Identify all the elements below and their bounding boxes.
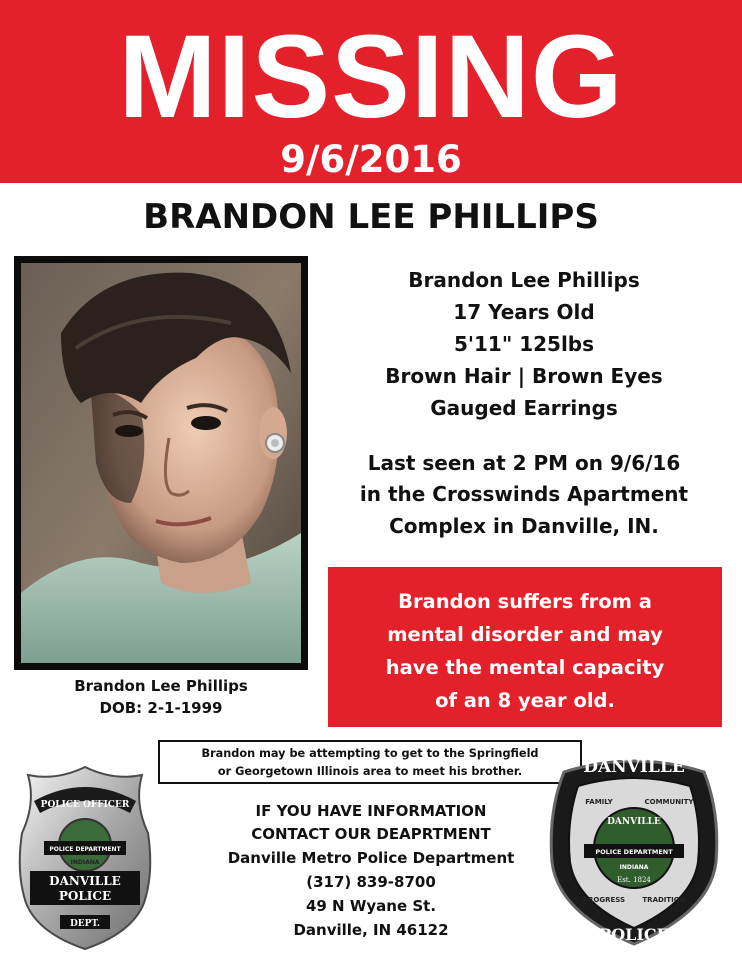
description-line: Brandon Lee Phillips xyxy=(408,268,640,292)
police-badge-icon xyxy=(14,763,156,953)
patch-arc-left: FAMILY xyxy=(585,798,613,806)
badge-city-text: DANVILLE xyxy=(49,874,121,888)
photo-frame xyxy=(14,256,308,670)
patch-inner-city: DANVILLE xyxy=(607,817,661,827)
person-name-heading: BRANDON LEE PHILLIPS xyxy=(143,197,599,237)
patch-top-text: DANVILLE xyxy=(583,757,685,777)
patch-established: Est. 1824 xyxy=(617,876,651,884)
warning-line: Brandon suffers from a xyxy=(398,590,652,613)
warning-line: mental disorder and may xyxy=(387,623,663,646)
last-seen-line: in the Crosswinds Apartment xyxy=(359,482,689,506)
badge-dept-text: DEPT. xyxy=(69,919,101,929)
description-line: Brown Hair | Brown Eyes xyxy=(385,364,663,388)
contact-line: Danville, IN 46122 xyxy=(293,921,449,939)
description-line: Gauged Earrings xyxy=(430,396,618,420)
patch-arc-bottom-right: TRADITION xyxy=(642,896,686,904)
missing-date: 9/6/2016 xyxy=(280,138,462,181)
photo-caption-dob: DOB: 2-1-1999 xyxy=(99,699,223,717)
missing-title: MISSING xyxy=(118,11,624,143)
patch-arc-right: COMMUNITY xyxy=(644,798,694,806)
contact-line: (317) 839-8700 xyxy=(306,873,436,891)
missing-person-photo xyxy=(21,263,301,663)
photo-caption-name: Brandon Lee Phillips xyxy=(74,677,248,695)
contact-line: 49 N Wyane St. xyxy=(305,897,437,915)
note-line: Brandon may be attempting to get to the Springfield xyxy=(201,747,539,760)
warning-line: have the mental capacity xyxy=(385,656,665,679)
note-line: or Georgetown Illinois area to meet his brother. xyxy=(217,765,523,778)
badge-ribbon-text: POLICE DEPARTMENT xyxy=(49,846,121,853)
patch-state-text: INDIANA xyxy=(619,864,649,871)
police-patch-icon xyxy=(544,752,724,948)
contact-line: CONTACT OUR DEAPRTMENT xyxy=(251,825,491,843)
badge-police-text: POLICE xyxy=(58,889,112,903)
warning-line: of an 8 year old. xyxy=(435,689,615,712)
badge-top-text: POLICE OFFICER xyxy=(40,800,130,810)
contact-line: IF YOU HAVE INFORMATION xyxy=(255,802,487,820)
last-seen-line: Last seen at 2 PM on 9/6/16 xyxy=(367,451,681,475)
description-line: 5'11" 125lbs xyxy=(453,332,595,356)
description-line: 17 Years Old xyxy=(453,300,595,324)
warning-box xyxy=(328,567,722,727)
patch-ribbon-text: POLICE DEPARTMENT xyxy=(595,848,673,856)
patch-bottom-text: POLICE xyxy=(599,925,669,944)
badge-state-text: INDIANA xyxy=(70,859,100,866)
patch-arc-bottom-left: PROGRESS xyxy=(582,896,626,904)
contact-line: Danville Metro Police Department xyxy=(227,849,515,867)
last-seen-line: Complex in Danville, IN. xyxy=(389,514,659,538)
note-box xyxy=(158,740,582,784)
